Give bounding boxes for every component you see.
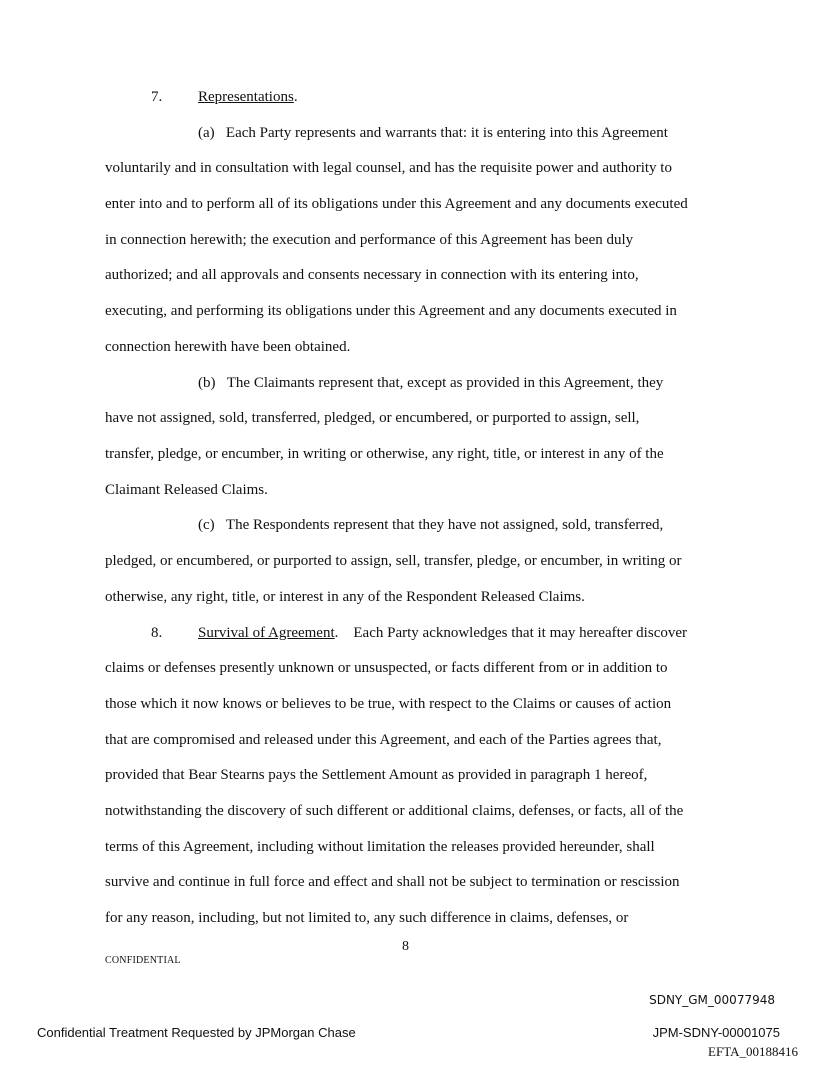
section-8-line: provided that Bear Stearns pays the Settlement Amount as provided in paragraph 1 hereof,: [105, 767, 648, 783]
efta-number: EFTA_00188416: [708, 1044, 798, 1059]
para-a-first-line: [198, 124, 668, 142]
para-a-line: connection herewith have been obtained.: [105, 339, 351, 355]
section-8-line: survive and continue in full force and effect and shall not be subject to termination or rescission: [105, 874, 680, 890]
confidential-label: CONFIDENTIAL: [105, 955, 181, 966]
para-c-label: (c): [198, 517, 215, 533]
section-7-heading-period: .: [293, 89, 298, 105]
section-8-line: those which it now knows or believes to be true, with respect to the Claims or causes of action: [105, 696, 672, 712]
section-8-line: claims or defenses presently unknown or unsuspected, or facts different from or in addition to: [105, 660, 668, 676]
para-a-line: executing, and performing its obligations under this Agreement and any documents executed in: [105, 303, 677, 319]
para-a-label: (a): [198, 125, 215, 141]
para-c-line: otherwise, any right, title, or interest in any of the Respondent Released Claims.: [105, 589, 585, 605]
para-b-first-line: [198, 374, 663, 392]
para-c-text: The Respondents represent that they have not assigned, sold, transferred,: [225, 517, 664, 533]
section-8-first-line: [198, 624, 687, 642]
section-8-number: 8.: [151, 625, 163, 641]
section-8-line: that are compromised and released under this Agreement, and each of the Parties agrees that,: [105, 732, 662, 748]
section-8-line: terms of this Agreement, including without limitation the releases provided hereunder, shall: [105, 839, 655, 855]
bates-number-gm: SDNY_GM_00077948: [649, 993, 775, 1007]
section-8-text: Each Party acknowledges that it may hereafter discover: [353, 625, 688, 641]
bates-number-jpm: JPM-SDNY-00001075: [652, 1025, 780, 1040]
page-number: 8: [402, 939, 409, 954]
para-a-line: enter into and to perform all of its obligations under this Agreement and any documents executed: [105, 196, 688, 212]
para-a-line: in connection herewith; the execution and performance of this Agreement has been duly: [105, 232, 634, 248]
section-7-heading: [198, 88, 298, 106]
para-b-label: (b): [198, 375, 216, 391]
section-7-heading-text: Representations: [198, 89, 294, 105]
section-8-heading: Survival of Agreement: [198, 625, 335, 641]
section-8-heading-period: .: [334, 625, 339, 641]
para-b-line: transfer, pledge, or encumber, in writing or otherwise, any right, title, or interest in any of the: [105, 446, 664, 462]
para-a-text: Each Party represents and warrants that: it is entering into this Agreement: [225, 125, 668, 141]
section-7-number: 7.: [151, 89, 163, 105]
section-8-line: for any reason, including, but not limited to, any such difference in claims, defenses, or: [105, 910, 629, 926]
para-b-line: have not assigned, sold, transferred, pledged, or encumbered, or purported to assign, sell,: [105, 410, 640, 426]
para-b-text: The Claimants represent that, except as provided in this Agreement, they: [226, 375, 664, 391]
para-c-line: pledged, or encumbered, or purported to assign, sell, transfer, pledge, or encumber, in writing or: [105, 553, 682, 569]
para-b-line: Claimant Released Claims.: [105, 482, 268, 498]
para-c-first-line: [198, 516, 663, 534]
confidential-treatment-notice: Confidential Treatment Requested by JPMorgan Chase: [37, 1025, 356, 1040]
para-a-line: authorized; and all approvals and consents necessary in connection with its entering into,: [105, 267, 639, 283]
para-a-line: voluntarily and in consultation with legal counsel, and has the requisite power and authority to: [105, 160, 672, 176]
section-8-line: notwithstanding the discovery of such different or additional claims, defenses, or facts, all of the: [105, 803, 684, 819]
